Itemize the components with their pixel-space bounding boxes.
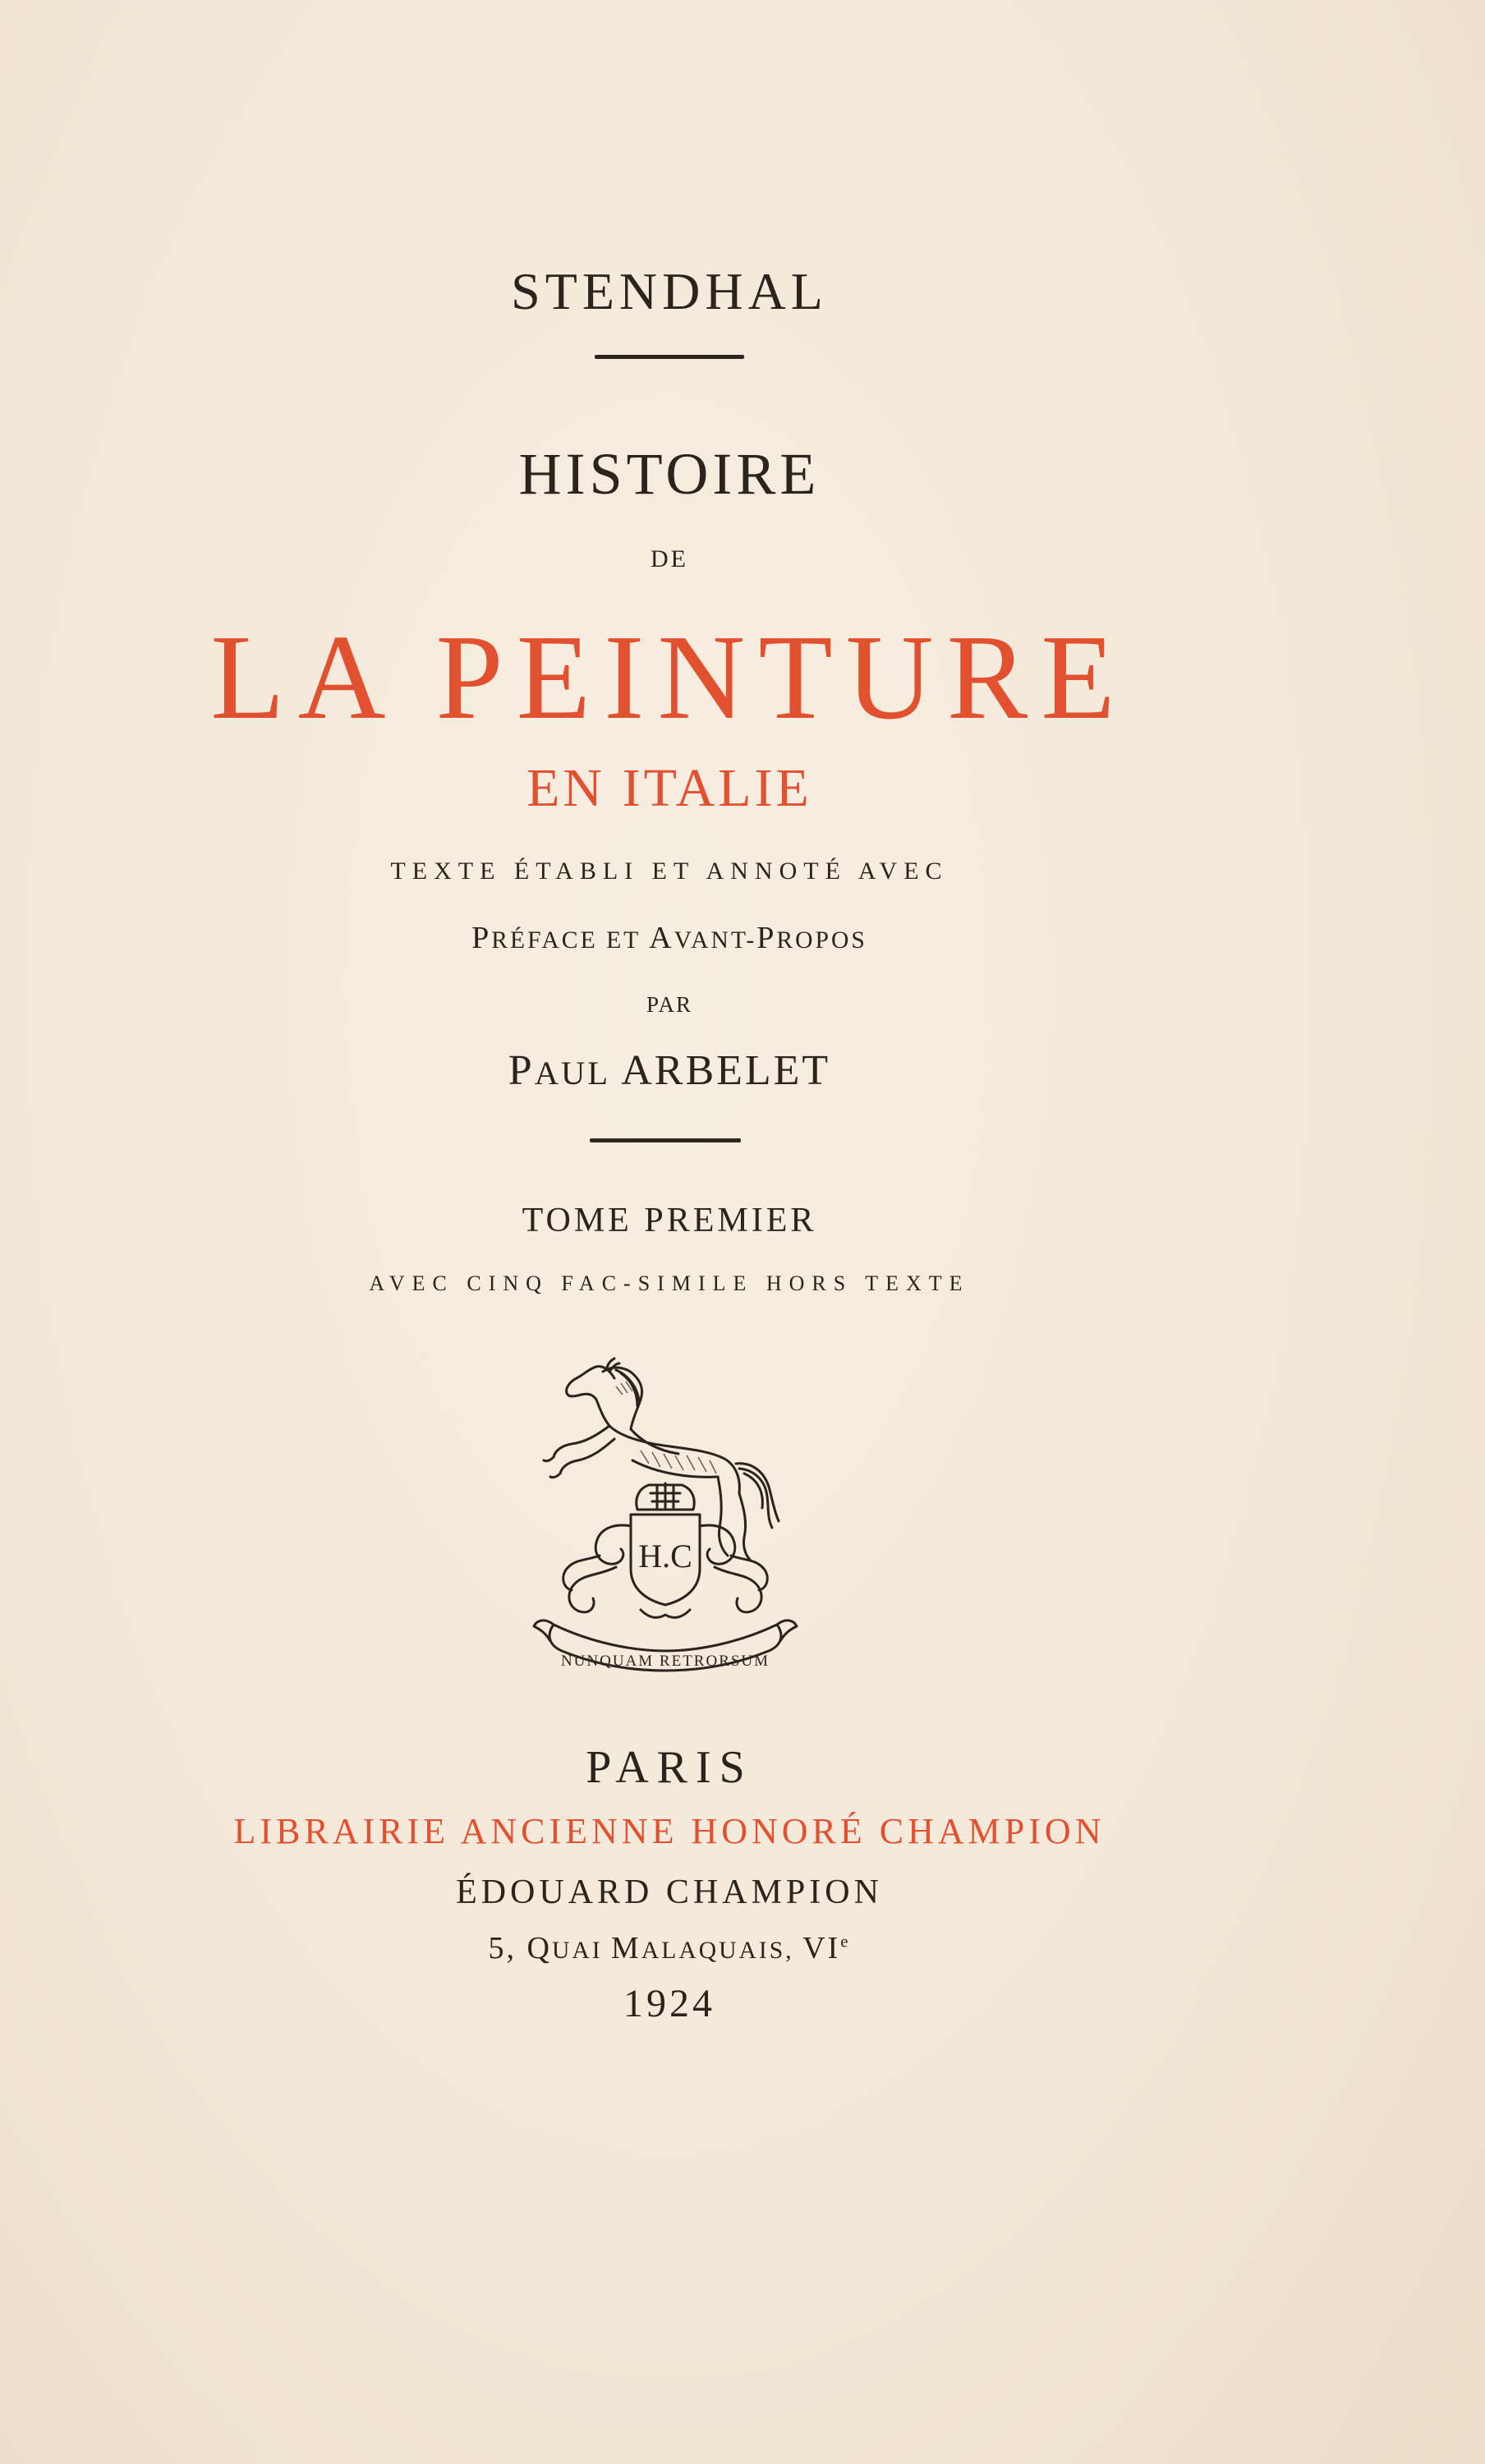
- author-name: STENDHAL: [511, 262, 828, 320]
- preface-rest-2: VANT-: [674, 927, 757, 954]
- editor-last: ARBELET: [621, 1047, 831, 1094]
- svg-text:H.C: H.C: [638, 1538, 692, 1574]
- editor-name: [0, 1046, 1339, 1095]
- publisher-name-2: ÉDOUARD CHAMPION: [456, 1873, 883, 1911]
- address-rest-2: ALAQUAIS,: [641, 1938, 803, 1964]
- publication-year: 1924: [623, 1982, 715, 2025]
- divider-rule: [590, 1138, 741, 1142]
- by-line: PAR: [646, 992, 693, 1017]
- volume-note: AVEC CINQ FAC-SIMILE HORS TEXTE: [369, 1271, 970, 1295]
- address-rest-1: UAI: [551, 1938, 612, 1964]
- preface-cap-3: P: [756, 921, 777, 955]
- editor-first-cap: P: [508, 1047, 535, 1094]
- title-line-histoire: HISTOIRE: [518, 441, 821, 507]
- svg-text:NUNQUAM RETRORSUM: NUNQUAM RETRORSUM: [560, 1653, 770, 1670]
- publisher-address: [0, 1930, 1339, 1966]
- preface-cap-2: A: [649, 921, 674, 955]
- divider-rule: [595, 355, 744, 359]
- subtitle-text: TEXTE ÉTABLI ET ANNOTÉ AVEC: [390, 857, 949, 885]
- title-line-italie: EN ITALIE: [526, 758, 812, 818]
- volume-label: TOME PREMIER: [522, 1202, 817, 1239]
- preface-line: [0, 920, 1339, 956]
- address-cap-1: Q: [526, 1931, 552, 1965]
- publication-city: PARIS: [586, 1742, 753, 1793]
- address-arrondissement: VI: [802, 1931, 841, 1965]
- preface-rest-1: RÉFACE ET: [491, 927, 650, 954]
- editor-first-rest: AUL: [534, 1055, 611, 1092]
- address-cap-2: M: [611, 1931, 641, 1965]
- main-title: LA PEINTURE: [210, 610, 1129, 745]
- preface-cap-1: P: [471, 921, 492, 955]
- title-line-de: DE: [651, 545, 688, 572]
- rearing-horse-crest-icon: [517, 1354, 830, 1699]
- address-number: 5,: [488, 1931, 527, 1965]
- publisher-name: LIBRAIRIE ANCIENNE HONORÉ CHAMPION: [233, 1811, 1106, 1851]
- address-superscript: e: [840, 1931, 851, 1951]
- preface-rest-3: ROPOS: [776, 927, 867, 954]
